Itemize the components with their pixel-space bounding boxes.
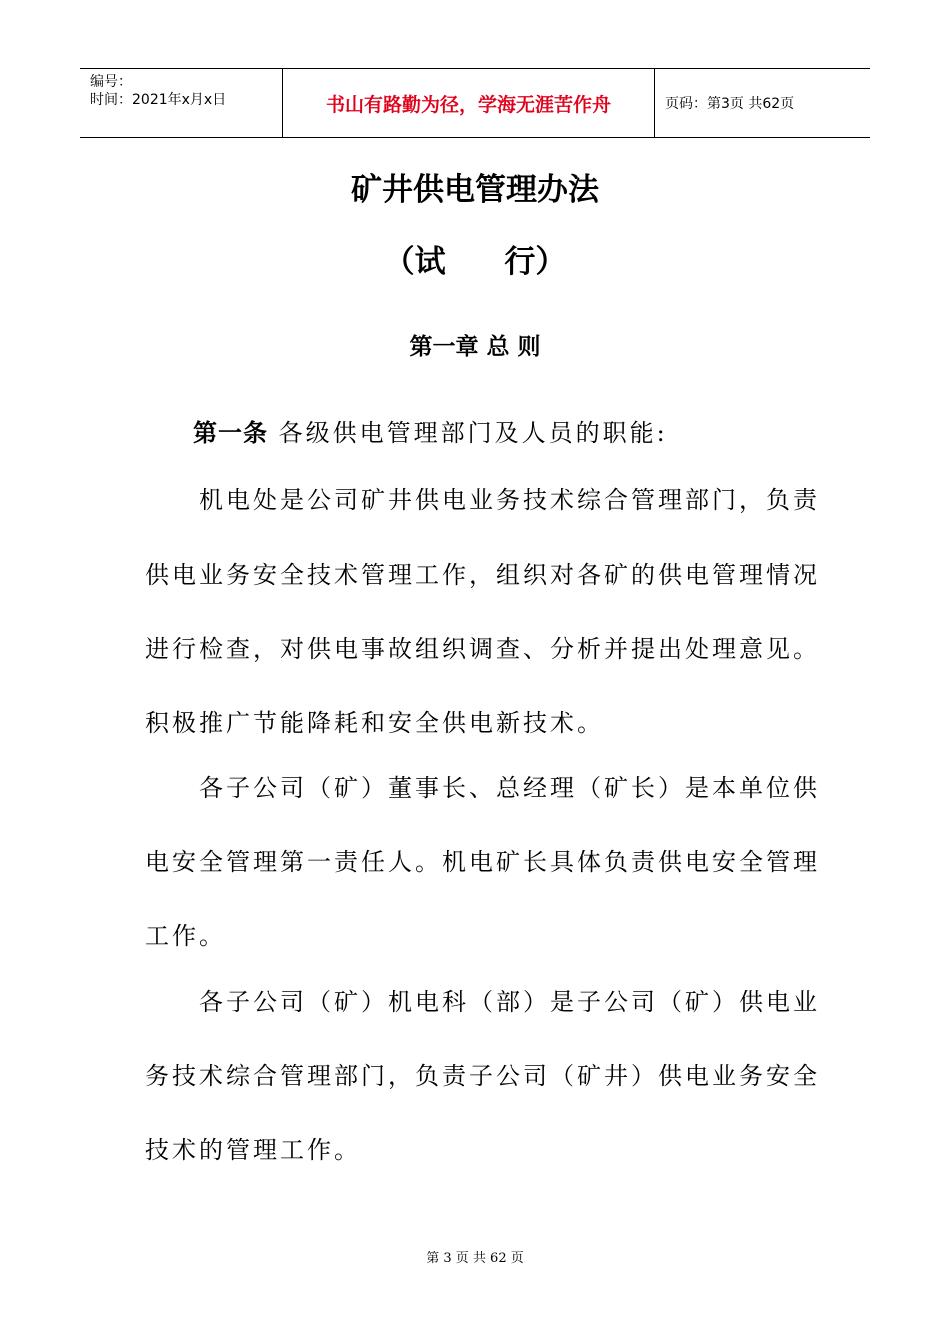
body-line: 务技术综合管理部门，负责子公司（矿井）供电业务安全 <box>145 1062 820 1090</box>
body-line: 工作。 <box>145 922 226 950</box>
document-number-label: 编号： <box>90 74 132 90</box>
document-subtitle: （试 行） <box>383 244 567 280</box>
header-page-info: 页码：第3页 共62页 <box>665 96 795 112</box>
body-line: 各子公司（矿）董事长、总经理（矿长）是本单位供 <box>145 774 820 802</box>
article-1-text: 各级供电管理部门及人员的职能: <box>268 419 668 447</box>
body-line: 各子公司（矿）机电科（部）是子公司（矿）供电业 <box>145 988 820 1016</box>
header-meta <box>80 69 282 137</box>
page-footer: 第 3 页 共 62 页 <box>426 1251 524 1266</box>
article-1-label: 第一条 <box>193 419 268 447</box>
body-line: 技术的管理工作。 <box>145 1136 361 1164</box>
body-line: 积极推广节能降耗和安全供电新技术。 <box>145 709 604 737</box>
page-header <box>80 68 870 138</box>
chapter-heading: 第一章 总 则 <box>409 334 541 360</box>
body-line: 机电处是公司矿井供电业务技术综合管理部门，负责 <box>145 486 820 514</box>
document-title: 矿井供电管理办法 <box>351 172 599 208</box>
body-line: 进行检查，对供电事故组织调查、分析并提出处理意见。 <box>145 635 820 663</box>
article-1-heading <box>145 413 805 448</box>
body-line: 供电业务安全技术管理工作，组织对各矿的供电管理情况 <box>145 561 820 589</box>
document-time-label: 时间：2021年x月x日 <box>90 92 227 108</box>
header-motto: 书山有路勤为径，学海无涯苦作舟 <box>282 69 655 137</box>
body-line: 电安全管理第一责任人。机电矿长具体负责供电安全管理 <box>145 848 820 876</box>
